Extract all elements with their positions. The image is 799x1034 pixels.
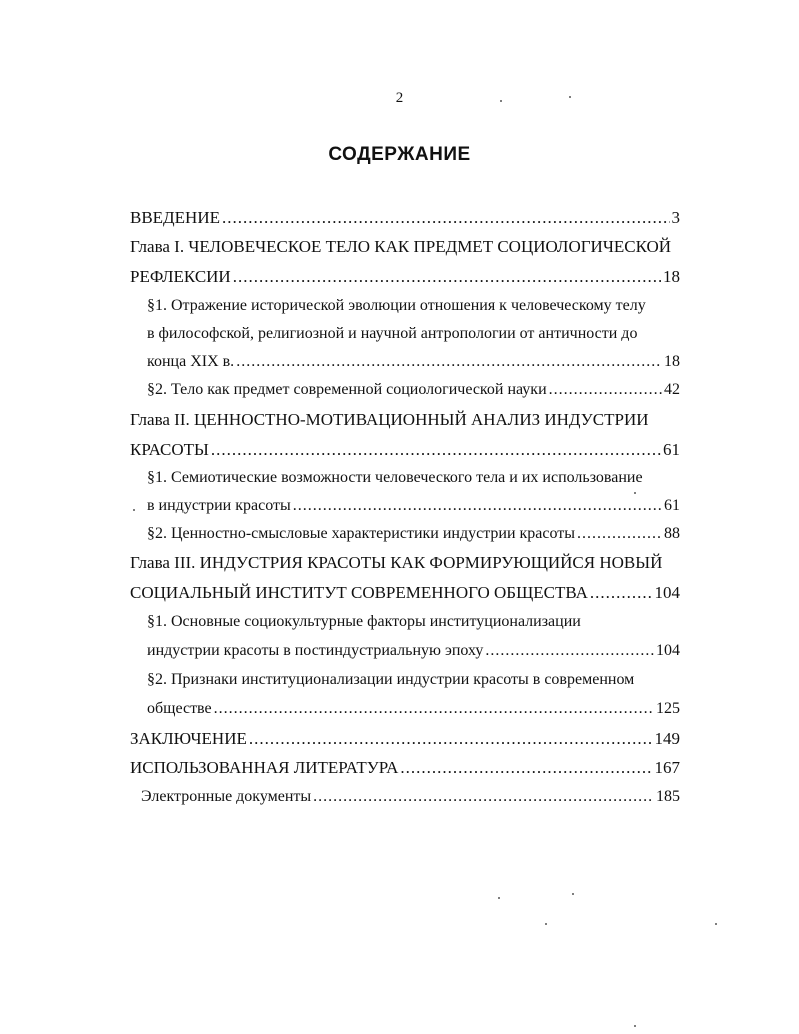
toc-entry-electronic-documents: Электронные документы ..... 185	[141, 788, 680, 812]
scan-speck	[545, 923, 547, 925]
dot-leader	[313, 788, 654, 806]
toc-entry-ch3-section-1: §1. Основные социокультурные факторы институционализации	[147, 613, 581, 630]
dot-leader	[590, 583, 653, 603]
toc-entry-ch1-section-2: §2. Тело как предмет современной социологической науки ..... 42	[147, 381, 680, 405]
dot-leader	[485, 642, 654, 660]
scan-speck	[569, 96, 571, 98]
toc-entry-ch2-section-1: §1. Семиотические возможности человеческого тела и их использование	[147, 469, 643, 486]
toc-entry-chapter-1: Глава I. ЧЕЛОВЕЧЕСКОЕ ТЕЛО КАК ПРЕДМЕТ СОЦИОЛОГИЧЕСКОЙ	[130, 237, 672, 256]
toc-entry-ch1-section-1: §1. Отражение исторической эволюции отношения к человеческому телу	[147, 297, 646, 314]
dot-leader	[233, 267, 661, 287]
dot-leader	[577, 525, 662, 543]
page-number: 2	[395, 90, 404, 106]
toc-entry-chapter-1-cont: РЕФЛЕКСИИ ..... 18	[130, 267, 680, 291]
scan-speck	[572, 893, 574, 895]
dot-leader	[293, 497, 662, 515]
toc-entry-conclusion: ЗАКЛЮЧЕНИЕ ..... 149	[130, 729, 680, 753]
scan-speck	[634, 492, 636, 494]
dot-leader	[400, 758, 652, 778]
toc-entry-chapter-3: Глава III. ИНДУСТРИЯ КРАСОТЫ КАК ФОРМИРУЮЩИЙСЯ НОВЫЙ	[130, 553, 663, 572]
scan-speck	[715, 923, 717, 925]
dot-leader	[236, 353, 662, 371]
dot-leader	[214, 700, 654, 718]
toc-entry-ch2-section-2: §2. Ценностно-смысловые характеристики индустрии красоты ..... 88	[147, 525, 680, 549]
scan-speck	[498, 897, 500, 899]
toc-entry-intro: ВВЕДЕНИЕ ..... 3	[130, 208, 680, 232]
toc-entry-literature: ИСПОЛЬЗОВАННАЯ ЛИТЕРАТУРА ..... 167	[130, 758, 680, 782]
dot-leader	[211, 440, 661, 460]
scan-speck	[133, 509, 135, 511]
toc-entry-chapter-2: Глава II. ЦЕННОСТНО-МОТИВАЦИОННЫЙ АНАЛИЗ ИНДУСТРИИ	[130, 410, 649, 429]
dot-leader	[549, 381, 662, 399]
dot-leader	[222, 208, 670, 228]
dot-leader	[249, 729, 653, 749]
scan-speck	[634, 1025, 636, 1027]
page-title: СОДЕРЖАНИЕ	[328, 144, 471, 165]
toc-entry-ch3-section-2: §2. Признаки институционализации индустрии красоты в современном	[147, 671, 635, 688]
scan-speck	[500, 100, 502, 102]
